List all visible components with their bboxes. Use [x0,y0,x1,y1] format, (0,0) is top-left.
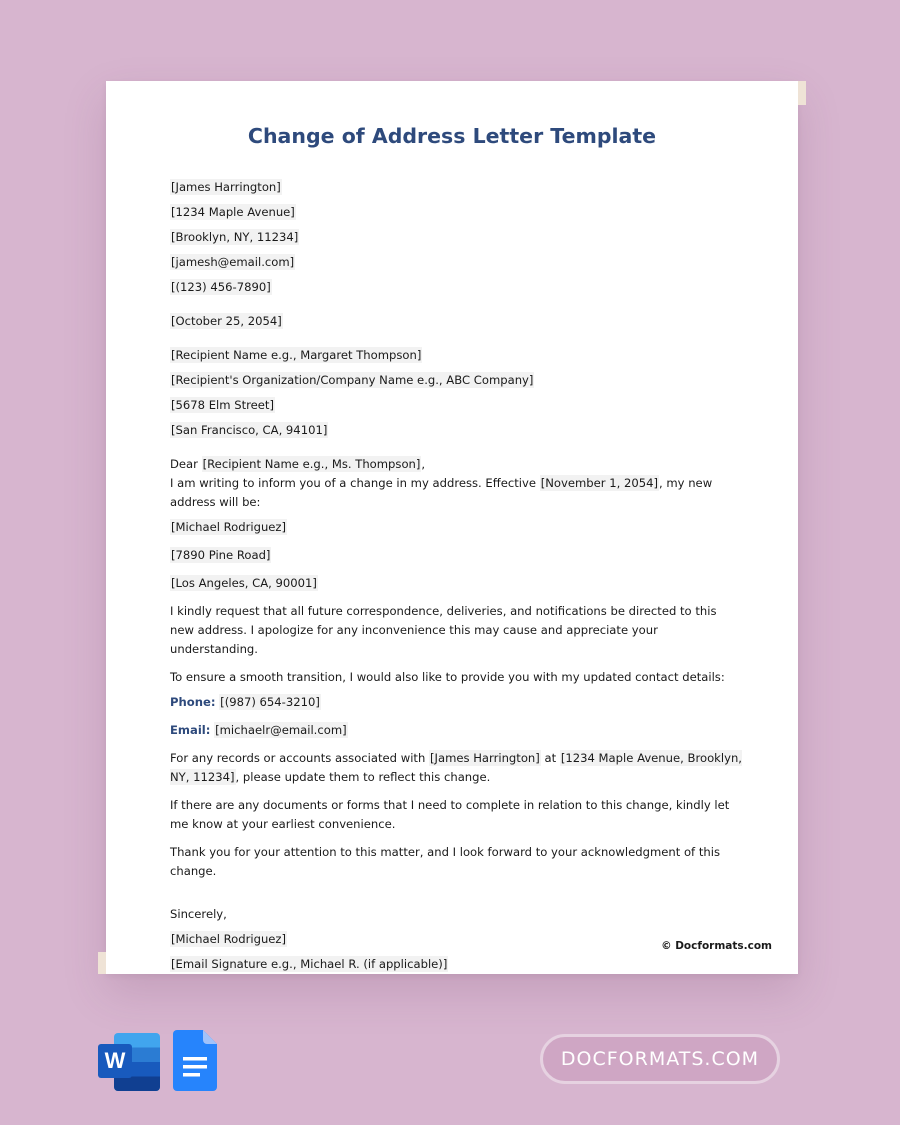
contact-intro-paragraph: To ensure a smooth transition, I would also like to provide you with my updated contact details: [170,670,725,684]
recipient-organization: [Recipient's Organization/Company Name e.g., ABC Company] [171,373,534,387]
thanks-paragraph: Thank you for your attention to this matter, and I look forward to your acknowledgment of this change. [170,845,720,878]
sender-block [170,178,742,297]
phone-value: [(987) 654-3210] [220,695,320,709]
page-corner-decoration [798,81,806,105]
records-name: [James Harrington] [430,751,540,765]
email-label: Email: [170,723,211,737]
sender-name: [James Harrington] [171,180,281,194]
google-docs-icon[interactable] [173,1030,217,1091]
salutation: Dear [Recipient Name e.g., Ms. Thompson], [170,457,426,471]
contact-email [170,721,742,740]
salutation-name: [Recipient Name e.g., Ms. Thompson] [202,457,421,471]
signature-name: [Michael Rodriguez] [171,932,287,946]
copyright-notice: © Docformats.com [661,940,772,952]
sender-street: [1234 Maple Avenue] [171,205,295,219]
effective-date: [November 1, 2054] [540,476,658,490]
email-value: [michaelr@email.com] [215,723,347,737]
phone-label: Phone: [170,695,216,709]
request-paragraph: I kindly request that all future correspondence, deliveries, and notifications be directed to this new address. I apologize for any inconvenience this may cause and appreciate your understanding. [170,604,717,656]
word-icon-letter: W [104,1048,126,1073]
sender-email: [jamesh@email.com] [171,255,295,269]
letter-page [106,81,798,974]
recipient-city: [San Francisco, CA, 94101] [171,423,328,437]
docformats-brand-badge[interactable] [540,1034,780,1084]
closing: Sincerely, [170,907,227,921]
letter-body [170,178,742,974]
letter-date: [October 25, 2054] [171,314,282,328]
records-paragraph: For any records or accounts associated with [James Harrington] at [1234 Maple Avenue, Brooklyn, NY, 11234], please update them to reflect this change. [170,751,742,784]
documents-paragraph: If there are any documents or forms that I need to complete in relation to this change, kindly let me know at your earliest convenience. [170,798,730,831]
brand-label: DOCFORMATS.COM [560,1048,760,1070]
records-address: [1234 Maple Avenue, Brooklyn, NY, 11234] [170,751,742,784]
sender-phone: [(123) 456-7890] [171,280,271,294]
recipient-block [170,346,742,440]
recipient-name: [Recipient Name e.g., Margaret Thompson] [171,348,422,362]
sender-city: [Brooklyn, NY, 11234] [171,230,299,244]
recipient-street: [5678 Elm Street] [171,398,274,412]
microsoft-word-icon[interactable] [98,1033,162,1091]
page-corner-decoration [98,952,106,974]
new-address-name: [Michael Rodriguez] [171,520,287,534]
page-title: Change of Address Letter Template [247,124,657,148]
contact-phone [170,693,742,712]
signature-email: [Email Signature e.g., Michael R. (if applicable)] [171,957,448,971]
new-address-street: [7890 Pine Road] [171,548,271,562]
intro-paragraph: I am writing to inform you of a change in my address. Effective [November 1, 2054], my new address will be: [170,476,713,509]
new-address-city: [Los Angeles, CA, 90001] [171,576,317,590]
new-address-block [170,518,742,593]
